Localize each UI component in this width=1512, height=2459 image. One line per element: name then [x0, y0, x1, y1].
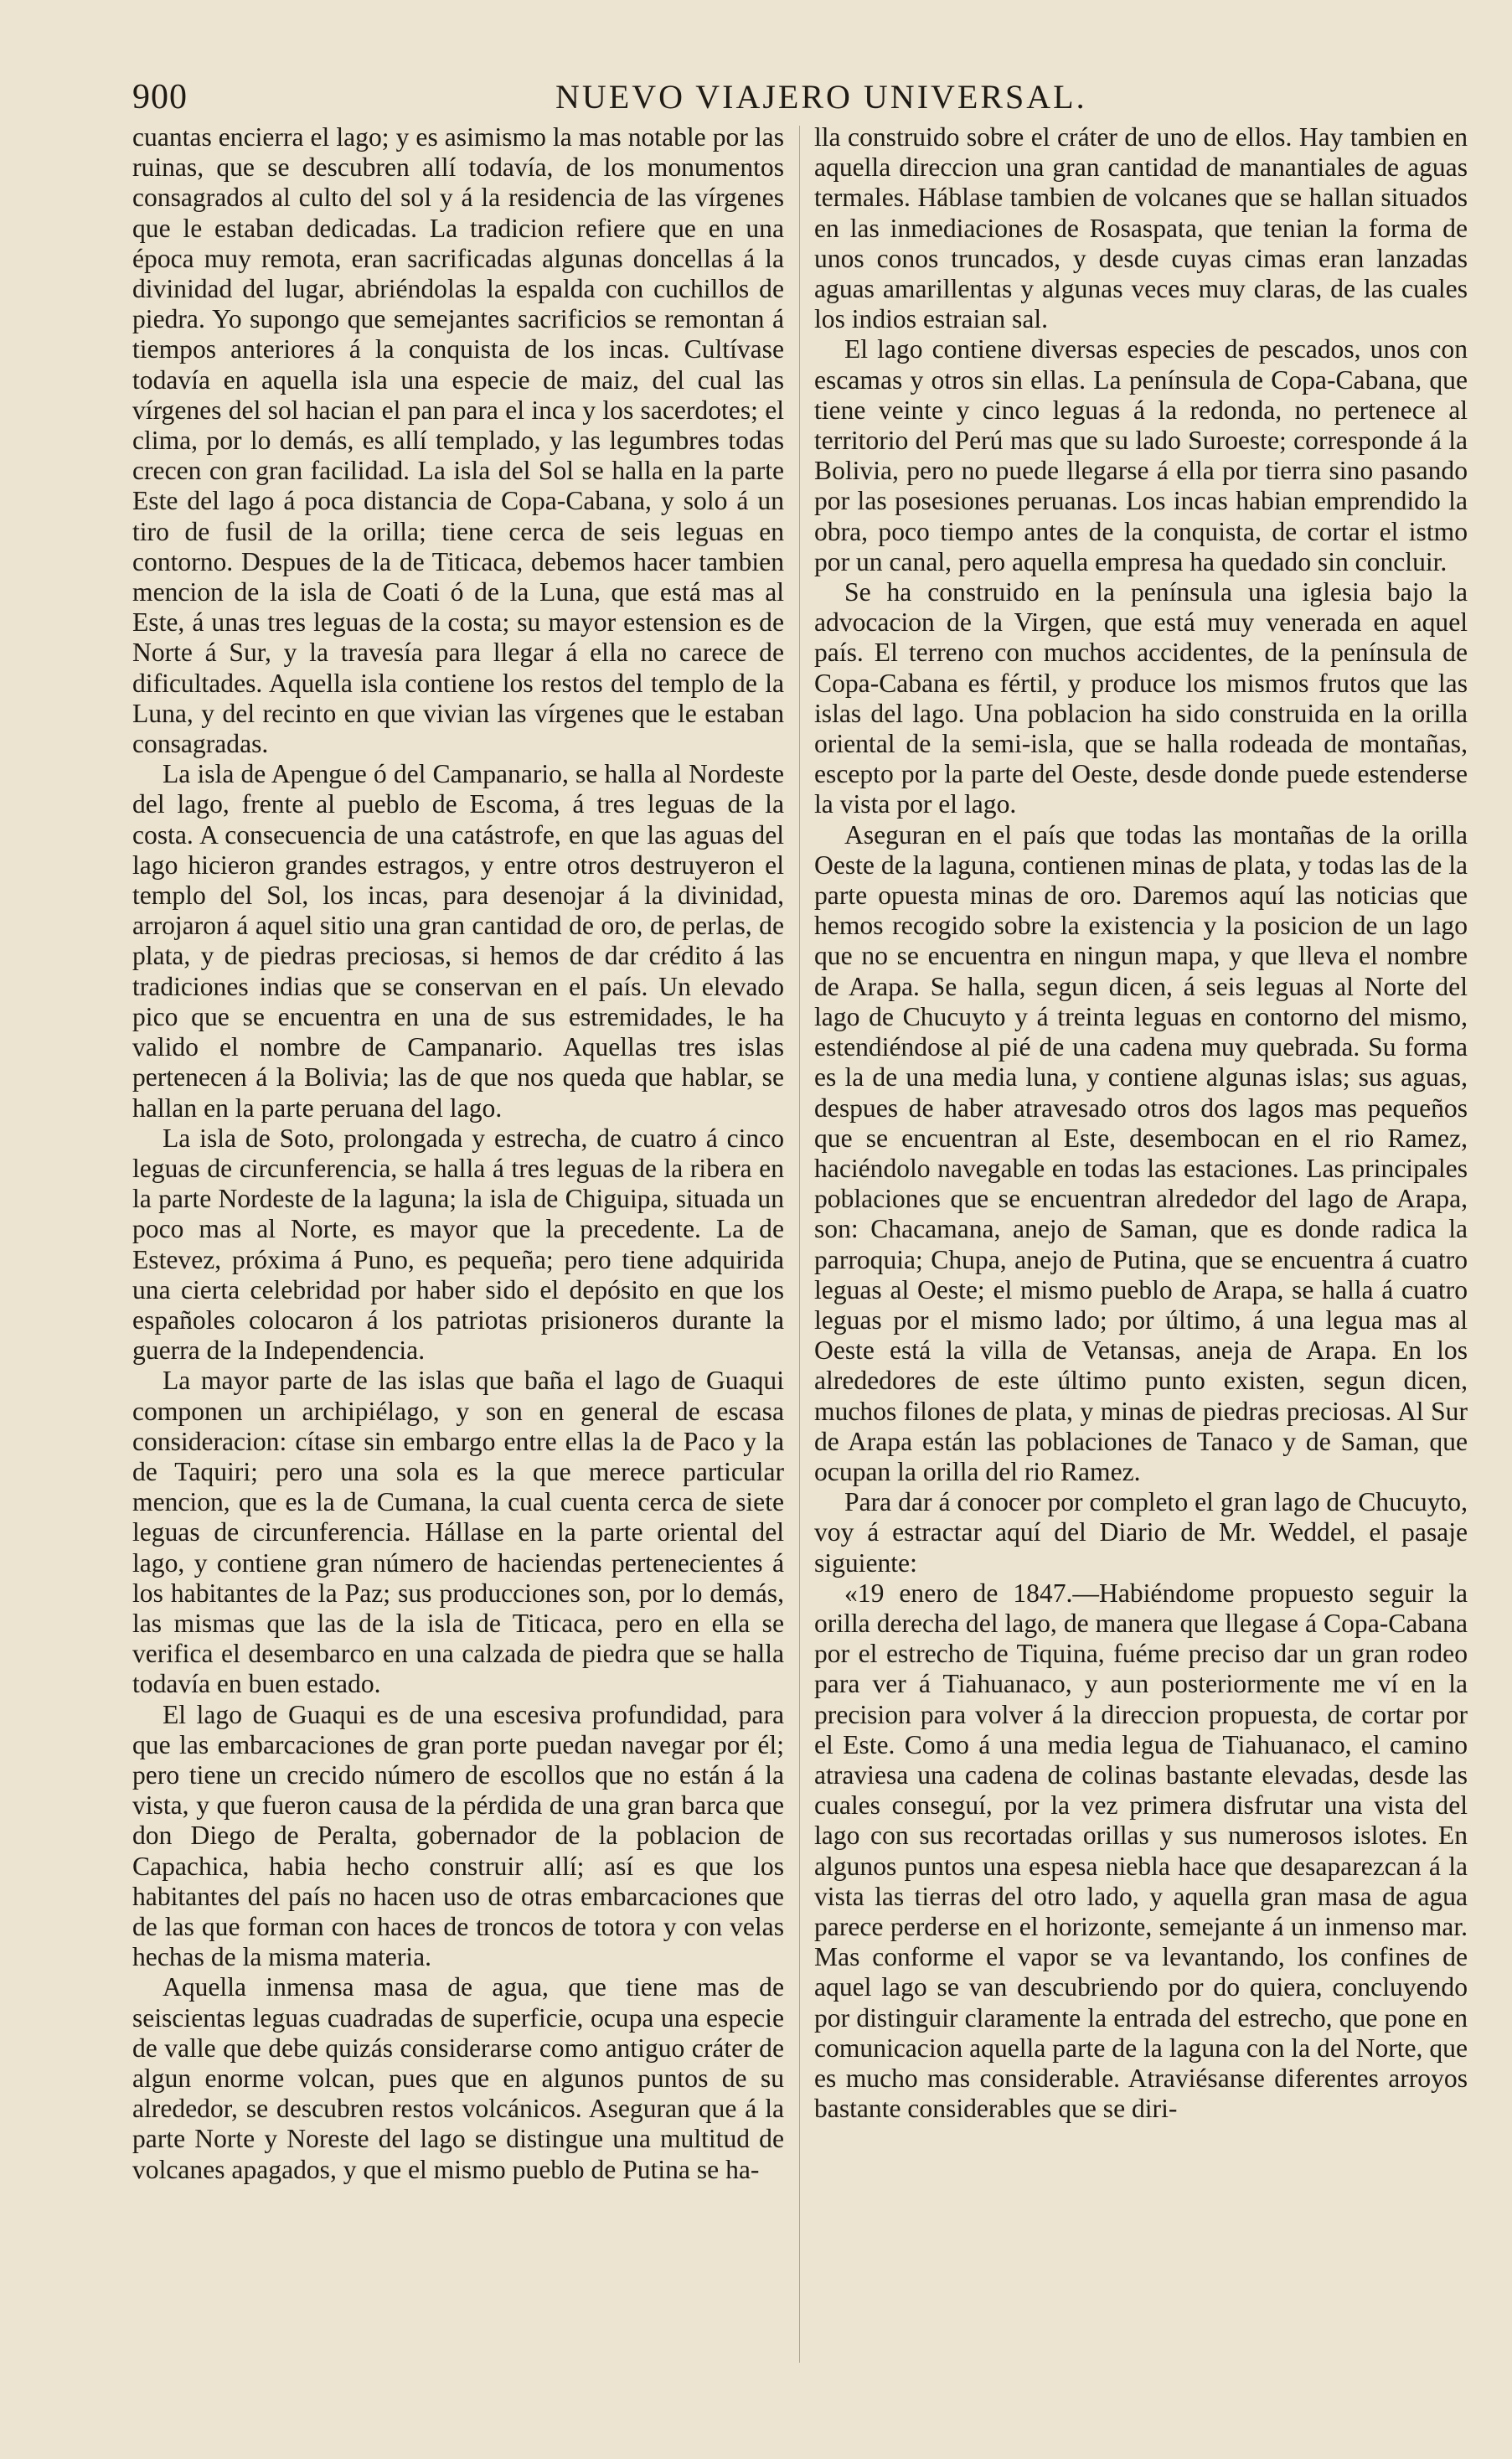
paragraph: La isla de Soto, prolongada y estrecha, de cuatro á cinco leguas de circunferencia, se halla á tres leguas de la ribera en la parte Nordeste de la laguna; la isla de Chiguipa, situada un poco mas al Norte, es mayor que la precedente. La de Estevez, próxima á Puno, es pequeña; pero tiene adquirida una cierta celebridad por haber sido el depósito en que los españoles colocaron á los patriotas prisioneros durante la guerra de la Independencia. [132, 1123, 784, 1366]
paragraph: Para dar á conocer por completo el gran lago de Chucuyto, voy á estractar aquí del Diario de Mr. Weddel, el pasaje siguiente: [814, 1487, 1468, 1578]
paragraph: El lago de Guaqui es de una escesiva profundidad, para que las embarcaciones de gran porte puedan navegar por él; pero tiene un crecido número de escollos que no están á la vista, y que fueron causa de la pérdida de una gran barca que don Diego de Peralta, gobernador de la poblacion de Capachica, habia hecho construir allí; así es que los habitantes del país no hacen uso de otras embarcaciones que de las que forman con haces de troncos de totora y con velas hechas de la misma materia. [132, 1699, 784, 1972]
page-header [132, 77, 1473, 127]
paragraph: lla construido sobre el cráter de uno de ellos. Hay tambien en aquella direccion una gran cantidad de manantiales de aguas termales. Háblase tambien de volcanes que se hallan situados en las inmediaciones de Rosaspata, que tenian la forma de unos conos truncados, y desde cuyas cimas eran lanzadas aguas amarillentas y algunas veces muy claras, de las cuales los indios estraian sal. [814, 122, 1468, 334]
paragraph: La isla de Apengue ó del Campanario, se halla al Nordeste del lago, frente al pueblo de Escoma, á tres leguas de la costa. A consecuencia de una catástrofe, en que las aguas del lago hicieron grandes estragos, y entre otros destruyeron el templo del Sol, los incas, para desenojar á la divinidad, arrojaron á aquel sitio una gran cantidad de oro, de perlas, de plata, y de piedras preciosas, si hemos de dar crédito á las tradiciones indias que se conservan en el país. Un elevado pico que se encuentra en una de sus estremidades, le ha valido el nombre de Campanario. Aquellas tres islas pertenecen á la Bolivia; las de que nos queda que hablar, se hallan en la parte peruana del lago. [132, 759, 784, 1123]
paragraph: Se ha construido en la península una iglesia bajo la advocacion de la Virgen, que está muy venerada en aquel país. El terreno con muchos accidentes, de la península de Copa-Cabana es fértil, y produce los mismos frutos que las islas del lago. Una poblacion ha sido construida en la orilla oriental de la semi-isla, que se halla rodeada de montañas, escepto por la parte del Oeste, desde donde puede estenderse la vista por el lago. [814, 577, 1468, 819]
running-title: NUEVO VIAJERO UNIVERSAL. [555, 78, 1087, 116]
paragraph: Aquella inmensa masa de agua, que tiene mas de seiscientas leguas cuadradas de superficie, ocupa una especie de valle que debe quizás considerarse como antiguo cráter de algun enorme volcan, pues que en algunos puntos de su alrededor, se descubren restos volcánicos. Aseguran que á la parte Norte y Noreste del lago se distingue una multitud de volcanes apagados, y que el mismo pueblo de Putina se ha- [132, 1972, 784, 2184]
right-column [814, 122, 1468, 2368]
paragraph: El lago contiene diversas especies de pescados, unos con escamas y otros sin ellas. La península de Copa-Cabana, que tiene veinte y cinco leguas á la redonda, no pertenece al territorio del Perú mas que su lado Suroeste; corresponde á la Bolivia, pero no puede llegarse á ella por tierra sino pasando por las posesiones peruanas. Los incas habian emprendido la obra, poco tiempo antes de la conquista, de cortar el istmo por un canal, pero aquella empresa ha quedado sin concluir. [814, 334, 1468, 576]
paragraph: «19 enero de 1847.—Habiéndome propuesto seguir la orilla derecha del lago, de manera que llegase á Copa-Cabana por el estrecho de Tiquina, fuéme preciso dar un gran rodeo para ver á Tiahuanaco, y aun posteriormente me ví en la precision para volver á la direccion propuesta, de cortar por el Este. Como á una media legua de Tiahuanaco, el camino atraviesa una cadena de colinas bastante elevadas, desde las cuales conseguí, por la vez primera disfrutar una vista del lago con sus recortadas orillas y sus numerosos islotes. En algunos puntos una espesa niebla hace que desaparezcan á la vista las tierras del otro lado, y aquella gran masa de agua parece perderse en el horizonte, semejante á un inmenso mar. Mas conforme el vapor se va levantando, los confines de aquel lago se van descubriendo por do quiera, concluyendo por distinguir claramente la entrada del estrecho, que pone en comunicacion aquella parte de la laguna con la del Norte, que es mucho mas considerable. Atraviésanse diferentes arroyos bastante considerables que se diri- [814, 1578, 1468, 2124]
column-divider [799, 126, 800, 2363]
paragraph: La mayor parte de las islas que baña el lago de Guaqui componen un archipiélago, y son en general de escasa consideracion: cítase sin embargo entre ellas la de Paco y la de Taquiri; pero una sola es la que merece particular mencion, que es la de Cumana, la cual cuenta cerca de siete leguas de circunferencia. Hállase en la parte oriental del lago, y contiene gran número de haciendas pertenecientes á los habitantes de la Paz; sus producciones son, por lo demás, las mismas que las de la isla de Titicaca, pero en ella se verifica el desembarco en una calzada de piedra que se halla todavía en buen estado. [132, 1366, 784, 1699]
paragraph: Aseguran en el país que todas las montañas de la orilla Oeste de la laguna, contienen minas de plata, y todas las de la parte opuesta minas de oro. Daremos aquí las noticias que hemos recogido sobre la existencia y la posicion de un lago que no se encuentra en ningun mapa, y que lleva el nombre de Arapa. Se halla, segun dicen, á seis leguas al Norte del lago de Chucuyto y á treinta leguas en contorno del mismo, estendiéndose al pié de una cadena muy quebrada. Su forma es la de una media luna, y contiene algunas islas; sus aguas, despues de haber atravesado otros dos lagos mas pequeños que se encuentran al Este, desembocan en el rio Ramez, haciéndolo navegable en todas las estaciones. Las principales poblaciones que se encuentran alrededor del lago de Arapa, son: Chacamana, anejo de Saman, que es donde radica la parroquia; Chupa, anejo de Putina, que se encuentra á cuatro leguas al Oeste; el mismo pueblo de Arapa, se halla á cuatro leguas por el mismo lado; por último, á una legua mas al Oeste está la villa de Vetansas, aneja de Arapa. En los alrededores de este último punto existen, segun dicen, muchos filones de plata, y minas de piedras preciosas. Al Sur de Arapa están las poblaciones de Tanaco y de Saman, que ocupan la orilla del rio Ramez. [814, 819, 1468, 1486]
page-number: 900 [132, 78, 188, 116]
paragraph: cuantas encierra el lago; y es asimismo la mas notable por las ruinas, que se descubren allí todavía, de los monumentos consagrados al culto del sol y á la residencia de las vírgenes que le estaban dedicadas. La tradicion refiere que en una época muy remota, eran sacrificadas algunas doncellas á la divinidad del lugar, abriéndolas la espalda con cuchillos de piedra. Yo supongo que semejantes sacrificios se remontan á tiempos anteriores á la conquista de los incas. Cultívase todavía en aquella isla una especie de maiz, del cual las vírgenes del sol hacian el pan para el inca y los sacerdotes; el clima, por lo demás, es allí templado, y las legumbres todas crecen con gran facilidad. La isla del Sol se halla en la parte Este del lago á poca distancia de Copa-Cabana, y solo á un tiro de fusil de la orilla; tiene cerca de seis leguas en contorno. Despues de la de Titicaca, debemos hacer tambien mencion de la isla de Coati ó de la Luna, que está mas al Este, á unas tres leguas de la costa; su mayor estension es de Norte á Sur, y la travesía para llegar á ella no carece de dificultades. Aquella isla contiene los restos del templo de la Luna, y del recinto en que vivian las vírgenes que le estaban consagradas. [132, 122, 784, 759]
left-column [132, 122, 784, 2368]
